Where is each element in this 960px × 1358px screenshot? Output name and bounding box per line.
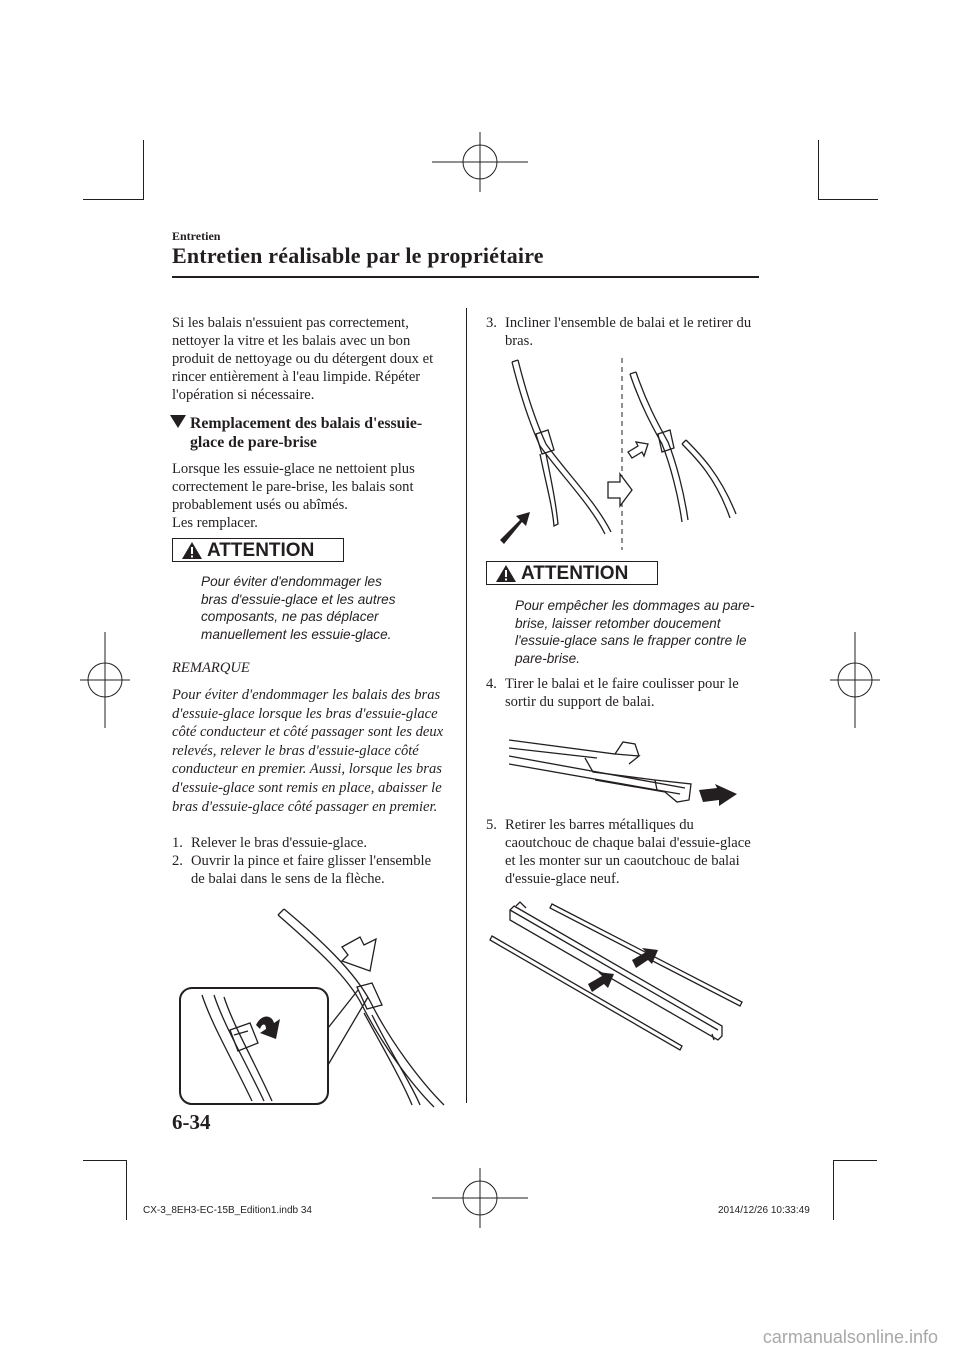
step-1 (172, 834, 447, 852)
attention-box-left (172, 538, 344, 562)
warning-triangle-icon (495, 564, 517, 583)
step-3 (486, 314, 761, 350)
registration-mark-top (432, 132, 528, 192)
attention-text-left: Pour éviter d'endommager les bras d'essuie-glace et les autres composants, ne pas déplacer manuellement les essuie-glace. (201, 574, 396, 642)
subheading-line-2: glace de pare-brise (190, 434, 317, 451)
replacement-paragraph-2: Les remplacer. (172, 515, 258, 531)
step-5-number: 5. (486, 817, 497, 833)
attention-label: ATTENTION (207, 540, 315, 561)
intro-paragraph: Si les balais n'essuient pas correctement, nettoyer la vitre et les balais avec un bon produit de nettoyage ou du détergent doux et rincer entièrement à l'eau limpide. Répéter l'opération si nécessaire. (172, 315, 434, 403)
attention-label: ATTENTION (521, 563, 629, 584)
step-3-number: 3. (486, 315, 497, 331)
page-title: Entretien réalisable par le propriétaire (172, 243, 544, 268)
page-number: 6-34 (172, 1110, 211, 1134)
step-4-number: 4. (486, 676, 497, 692)
step-2-text: Ouvrir la pince et faire glisser l'ensemble de balai dans le sens de la flèche. (191, 853, 432, 887)
footer-timestamp: 2014/12/26 10:33:49 (718, 1205, 810, 1216)
watermark: carmanualsonline.info (762, 1327, 938, 1347)
footer-filename: CX-3_8EH3-EC-15B_Edition1.indb 34 (143, 1205, 312, 1216)
attention-box-right (486, 561, 658, 585)
note-body: Pour éviter d'endommager les balais des bras d'essuie-glace lorsque les bras d'essuie-glace côté conducteur et côté passager sont les deux relevés, relever le bras d'essuie-glace côté conducteur en premier. Aussi, lorsque les bras d'essuie-glace sont remis en place, abaisser le bras d'essuie-glace côté passager en premier. (172, 687, 444, 815)
registration-mark-right (830, 632, 880, 728)
metal-bars-illustration (486, 898, 746, 1053)
section-label: Entretien (172, 229, 221, 243)
registration-mark-left (80, 632, 130, 728)
title-rule (172, 276, 759, 278)
step-2 (172, 852, 432, 888)
subheading-line-1: Remplacement des balais d'essuie- (190, 415, 423, 432)
step-1-number: 1. (172, 835, 183, 851)
replacement-paragraph: Lorsque les essuie-glace ne nettoient plus correctement le pare-brise, les balais sont probablement usés ou abîmés. (172, 461, 415, 513)
step-5 (486, 816, 761, 888)
wiper-clip-illustration (172, 905, 457, 1110)
warning-triangle-icon (181, 541, 203, 560)
subheading (172, 414, 452, 452)
step-4-text: Tirer le balai et le faire coulisser pour le sortir du support de balai. (505, 676, 739, 710)
step-3-text: Incliner l'ensemble de balai et le retirer du bras. (505, 315, 752, 349)
step-1-text: Relever le bras d'essuie-glace. (191, 835, 368, 851)
attention-text-right: Pour empêcher les dommages au pare-brise, laisser retomber doucement l'essuie-glace sans le frapper contre le pare-brise. (515, 598, 755, 666)
step-4 (486, 675, 761, 711)
triangle-bullet-icon (170, 415, 186, 428)
note-title: REMARQUE (172, 660, 250, 676)
registration-mark-bottom (432, 1168, 528, 1228)
blade-slide-illustration (505, 728, 745, 812)
step-2-number: 2. (172, 853, 183, 869)
step-5-text: Retirer les barres métalliques du caoutchouc de chaque balai d'essuie-glace et les monter sur un caoutchouc de balai d'essuie-glace neuf. (505, 817, 751, 887)
wiper-tilt-illustration (490, 354, 765, 554)
column-divider (466, 308, 467, 1103)
